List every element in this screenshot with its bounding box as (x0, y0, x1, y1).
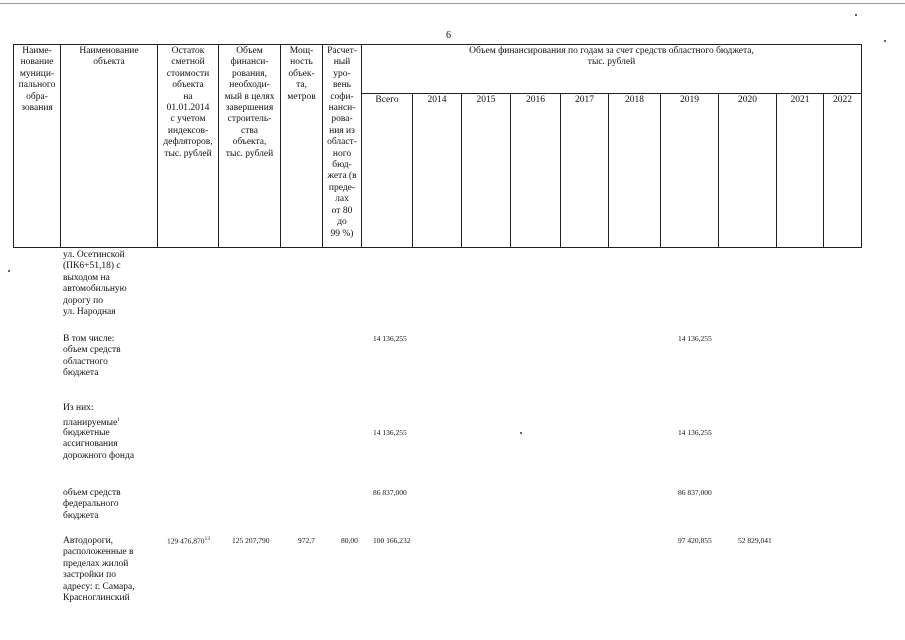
roads-2019: 97 420,855 (678, 536, 712, 545)
col-funding-by-year: Объем финансирования по годам за счет средств областного бюджета, тыс. рублей (362, 45, 862, 94)
col-year-2014: 2014 (413, 94, 462, 248)
roads-label: Автодороги, расположенные в пределах жилой застройки по адресу: г. Самара, Красноглинский (63, 536, 135, 604)
federal-2019: 86 837,000 (678, 488, 712, 497)
col-cofinancing-level: Расчет- ный уро- вень софи- нанси- рова- ния из област- ного бюд- жета (в преде- лах от 80 до 99 %) (323, 45, 362, 248)
scan-edge-line (0, 3, 905, 4)
scan-speck (520, 432, 522, 434)
of-which-block (63, 392, 163, 429)
roads-total: 100 166,232 (373, 536, 411, 545)
col-year-2017: 2017 (561, 94, 609, 248)
col-year-2018: 2018 (609, 94, 661, 248)
roads-cofinancing: 80,00 (341, 536, 358, 545)
scan-speck (8, 270, 10, 272)
col-required-funding: Объем финанси- рования, необходи- мый в целях завершения строитель- ства объекта, тыс. рублей (219, 45, 281, 248)
col-municipality: Наиме- нование муници- пального обра- зования (14, 45, 61, 248)
including-label: В том числе: объем средств областного бюджета (63, 334, 121, 379)
roads-remaining-cost (167, 536, 210, 546)
col-year-2022: 2022 (824, 94, 862, 248)
col-year-2015: 2015 (462, 94, 511, 248)
road-fund-label: бюджетные ассигнования дорожного фонда (63, 428, 135, 461)
roads-2020: 52 829,041 (738, 536, 772, 545)
of-which-footnote: 1 (117, 416, 121, 423)
col-year-2016: 2016 (511, 94, 561, 248)
of-which-label: Из них: планируемые (63, 403, 118, 428)
col-year-2021: 2021 (777, 94, 824, 248)
roads-required-funding: 125 207,790 (232, 536, 270, 545)
funding-table-header (13, 44, 862, 248)
roads-remaining-footnote: 13 (204, 536, 210, 542)
road-fund-total: 14 136,255 (373, 428, 407, 437)
col-year-2019: 2019 (661, 94, 719, 248)
roads-remaining-value: 129 476,870 (167, 536, 205, 546)
federal-total: 86 837,000 (373, 488, 407, 497)
col-total: Всего (362, 94, 413, 248)
scan-speck (884, 40, 886, 42)
scan-speck (855, 14, 857, 16)
federal-label: объем средств федерального бюджета (63, 488, 121, 521)
col-object-name: Наименование объекта (61, 45, 158, 248)
roads-capacity: 972,7 (298, 536, 315, 545)
road-fund-2019: 14 136,255 (678, 428, 712, 437)
col-remaining-cost: Остаток сметной стоимости объекта на 01.01.2014 с учетом индексов- дефляторов, тыс. рублей (158, 45, 219, 248)
including-2019: 14 136,255 (678, 334, 712, 343)
col-year-2020: 2020 (719, 94, 777, 248)
object-name-continued: ул. Осетинской (ПК6+51,18) с выходом на автомобильную дорогу по ул. Народная (63, 250, 127, 318)
including-total: 14 136,255 (373, 334, 407, 343)
page-number: 6 (446, 30, 451, 41)
col-capacity: Мощ- ность объек- та, метров (281, 45, 323, 248)
